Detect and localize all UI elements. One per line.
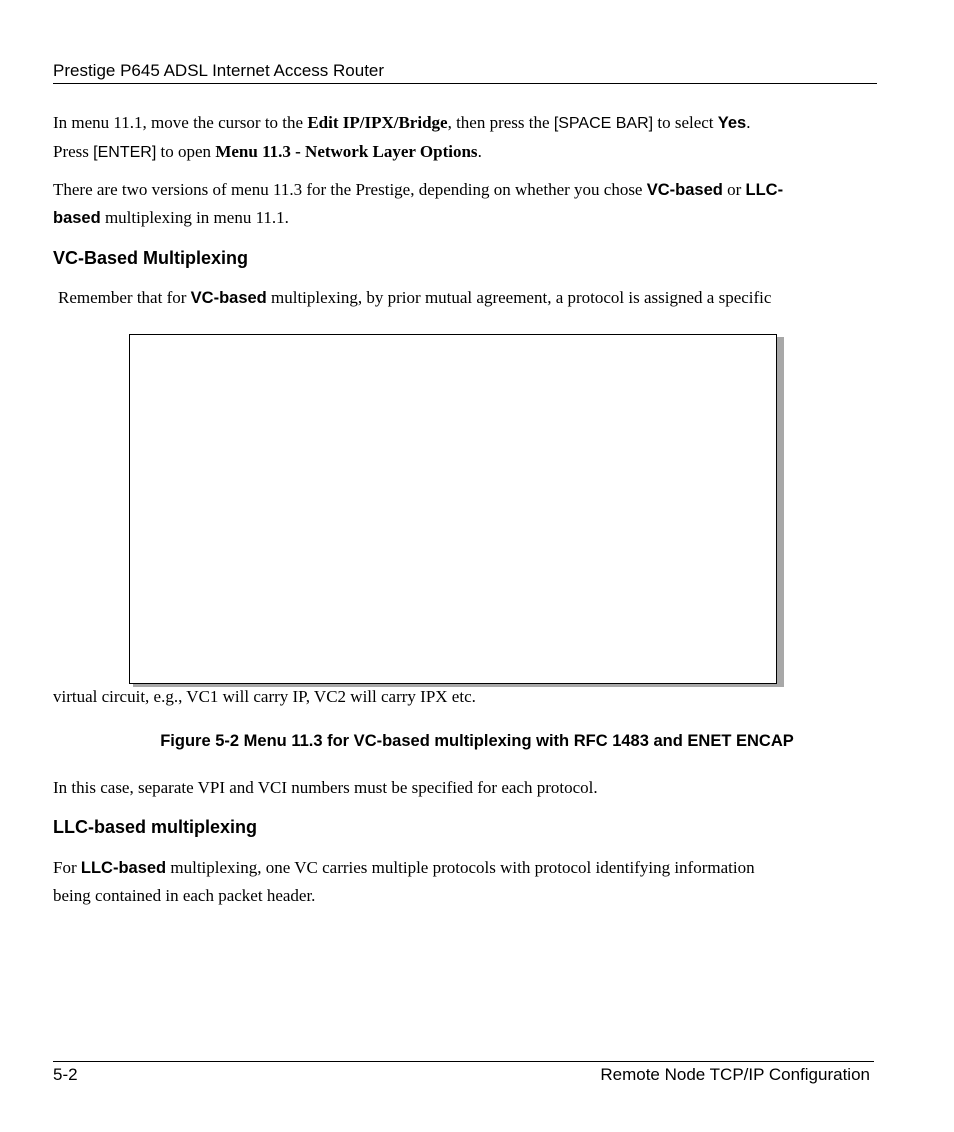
section-heading: LLC-based multiplexing [53, 817, 258, 837]
menu-screen-figure [129, 334, 777, 684]
text: multiplexing in menu 11.1. [100, 208, 289, 227]
menu-name: Menu 11.3 - Network Layer Options [215, 142, 478, 161]
text: Remember that for [58, 288, 191, 307]
footer-section-title: Remote Node TCP/IP Configuration [600, 1065, 870, 1084]
bold-term: Yes [717, 114, 747, 132]
footer-rule [53, 1061, 874, 1062]
intro-paragraph [53, 109, 883, 167]
llc-based-paragraph [53, 854, 883, 910]
text: . [746, 113, 751, 132]
figure-caption: Figure 5-2 Menu 11.3 for VC-based multiplexing with RFC 1483 and ENET ENCAP [160, 732, 794, 750]
key-name: [SPACE BAR] [553, 115, 654, 132]
bold-term: VC-based [646, 181, 723, 199]
text: , then press the [447, 113, 554, 132]
vc-example-paragraph: virtual circuit, e.g., VC1 will carry IP, VC2 will carry IPX etc. [53, 687, 476, 706]
text: to open [156, 142, 216, 161]
text: . [477, 142, 482, 161]
text: to select [653, 113, 718, 132]
versions-paragraph [53, 176, 883, 232]
text: For [53, 858, 81, 877]
bold-term: LLC- [745, 181, 784, 199]
bold-term: LLC-based [80, 859, 167, 877]
text: There are two versions of menu 11.3 for the Prestige, depending on whether you chose [53, 180, 647, 199]
text: or [722, 180, 746, 199]
vc-based-paragraph [58, 284, 888, 312]
text: multiplexing, one VC carries multiple protocols with protocol identifying information [166, 858, 755, 877]
section-heading: VC-Based Multiplexing [53, 248, 249, 268]
text: In menu 11.1, move the cursor to the [53, 113, 308, 132]
bold-term: Edit IP/IPX/Bridge [307, 113, 448, 132]
header-rule [53, 83, 877, 84]
bold-term: VC-based [190, 289, 267, 307]
vpi-vci-paragraph: In this case, separate VPI and VCI numbers must be specified for each protocol. [53, 778, 598, 797]
page-header-title: Prestige P645 ADSL Internet Access Router [53, 61, 385, 80]
text: multiplexing, by prior mutual agreement, a protocol is assigned a specific [266, 288, 772, 307]
text: being contained in each packet header. [53, 886, 316, 905]
page-number: 5-2 [53, 1065, 78, 1084]
key-name: [ENTER] [93, 144, 157, 161]
text: Press [53, 142, 94, 161]
figure-shadow [777, 337, 784, 686]
bold-term: based [53, 209, 101, 227]
